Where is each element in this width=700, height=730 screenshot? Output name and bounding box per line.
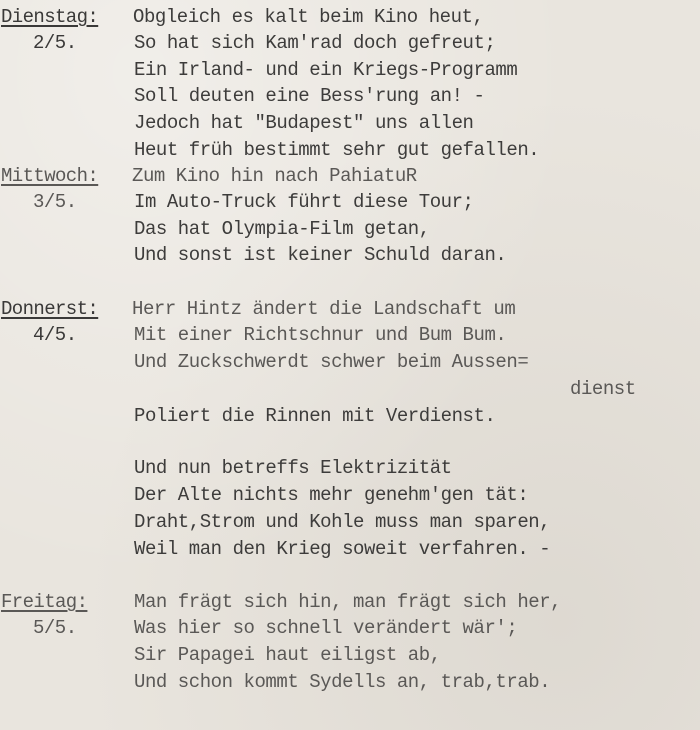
verse-line: Ein Irland- und ein Kriegs-Programm [134, 59, 518, 81]
verse-line: Herr Hintz ändert die Landschaft um [132, 298, 516, 320]
date-label: 4/5. [33, 324, 77, 346]
verse-line: Sir Papagei haut eiligst ab, [134, 644, 441, 666]
verse-line: Und Zuckschwerdt schwer beim Aussen= [134, 351, 529, 373]
date-label: 2/5. [33, 32, 77, 54]
verse-line: Im Auto-Truck führt diese Tour; [134, 191, 474, 213]
verse-line: Zum Kino hin nach PahiatuR [132, 165, 417, 187]
verse-line: Das hat Olympia-Film getan, [134, 218, 430, 240]
verse-line: Was hier so schnell verändert wär'; [134, 617, 518, 639]
verse-line: Mit einer Richtschnur und Bum Bum. [134, 324, 507, 346]
verse-line: Und nun betreffs Elektrizität [134, 457, 452, 479]
day-label: Dienstag: [1, 6, 99, 28]
verse-line: Draht,Strom und Kohle muss man sparen, [134, 511, 551, 533]
day-label: Mittwoch: [1, 165, 99, 187]
date-label: 3/5. [33, 191, 77, 213]
verse-line: Soll deuten eine Bess'rung an! - [134, 85, 485, 107]
verse-line: So hat sich Kam'rad doch gefreut; [134, 32, 496, 54]
date-label: 5/5. [33, 617, 77, 639]
verse-line: Obgleich es kalt beim Kino heut, [133, 6, 484, 28]
day-label: Freitag: [1, 591, 88, 613]
verse-line: Heut früh bestimmt sehr gut gefallen. [134, 139, 540, 161]
verse-line: Weil man den Krieg soweit verfahren. - [134, 538, 551, 560]
verse-line: dienst [570, 378, 636, 400]
verse-line: Der Alte nichts mehr genehm'gen tät: [134, 484, 529, 506]
day-label: Donnerst: [1, 298, 99, 320]
verse-line: Und sonst ist keiner Schuld daran. [134, 244, 507, 266]
verse-line: Man frägt sich hin, man frägt sich her, [134, 591, 562, 613]
verse-line: Und schon kommt Sydells an, trab,trab. [134, 671, 551, 693]
verse-line: Jedoch hat "Budapest" uns allen [134, 112, 474, 134]
verse-line: Poliert die Rinnen mit Verdienst. [134, 405, 496, 427]
